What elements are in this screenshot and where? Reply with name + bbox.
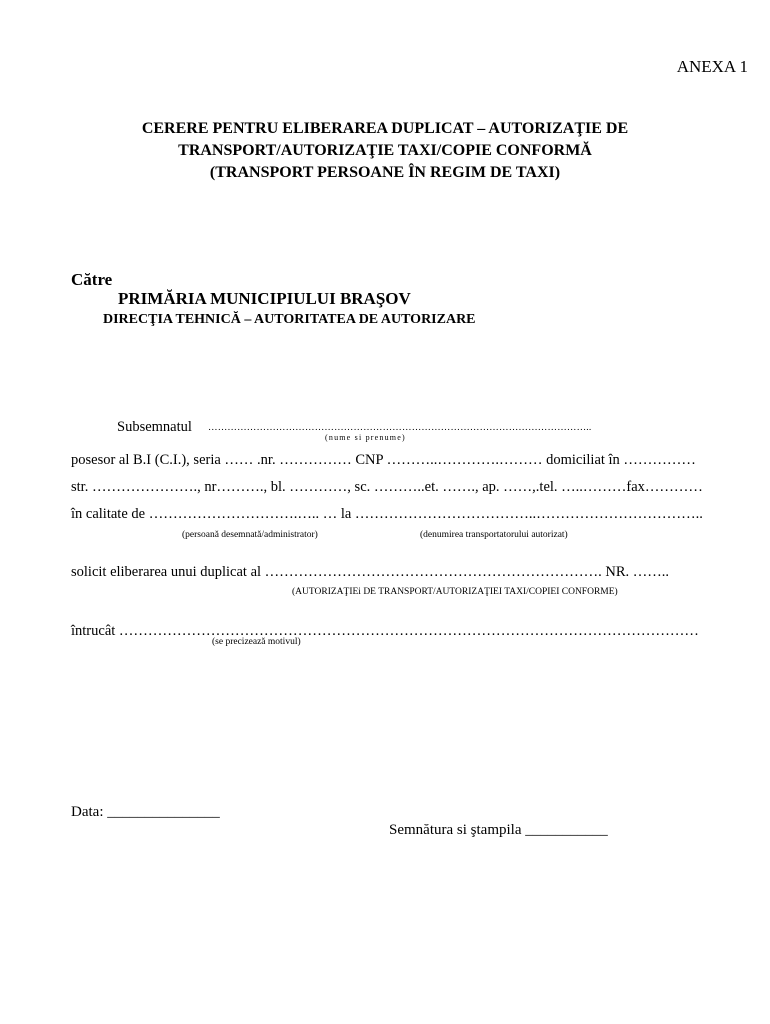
posesor-line: posesor al B.I (C.I.), seria …… .nr. …………… CNP ………..………….……… domiciliat în …………… [71, 452, 696, 468]
motiv-hint: (se precizează motivul) [212, 637, 301, 647]
annex-label: ANEXA 1 [676, 57, 748, 76]
solicit-line: solicit eliberarea unui duplicat al ……………………………………………………………. NR. …….. [71, 564, 670, 580]
subsemnatul-label: Subsemnatul [117, 419, 192, 435]
document-title [0, 118, 770, 184]
addressee-primaria: PRIMĂRIA MUNICIPIULUI BRAŞOV [118, 289, 411, 308]
intrucat-line: întrucât ………………………………………………………………………………………………………… [71, 623, 699, 639]
persoana-hint: (persoană desemnată/administrator) [182, 530, 318, 540]
signature-field: Semnătura si ştampila ___________ [389, 822, 608, 838]
title-line-2: TRANSPORT/AUTORIZAŢIE TAXI/COPIE CONFORMĂ [178, 142, 592, 159]
addressee-directia: DIRECŢIA TEHNICĂ – AUTORITATEA DE AUTORIZARE [103, 312, 476, 327]
addressee-catre: Către [71, 270, 113, 289]
title-line-1: CERERE PENTRU ELIBERAREA DUPLICAT – AUTORIZAŢIE DE [141, 120, 629, 137]
date-field: Data: _______________ [71, 804, 220, 820]
autorizatie-hint: (AUTORIZAŢIEi DE TRANSPORT/AUTORIZAŢIEI TAXI/COPIEI CONFORME) [292, 587, 618, 597]
calitate-line: în calitate de ………………………….….. … la ………………………………..…………………………….. [71, 506, 703, 522]
address-line: str. …………………., nr………., bl. …………, sc. ………..et. ……., ap. ……,.tel. …..………fax………… [71, 479, 703, 495]
subsemnatul-dots: ……………………………………………………………………………………………………….. [208, 423, 592, 433]
transportator-hint: (denumirea transportatorului autorizat) [420, 530, 568, 540]
title-line-3: (TRANSPORT PERSOANE ÎN REGIM DE TAXI) [209, 164, 561, 181]
nume-hint: (nume si prenume) [325, 433, 406, 442]
